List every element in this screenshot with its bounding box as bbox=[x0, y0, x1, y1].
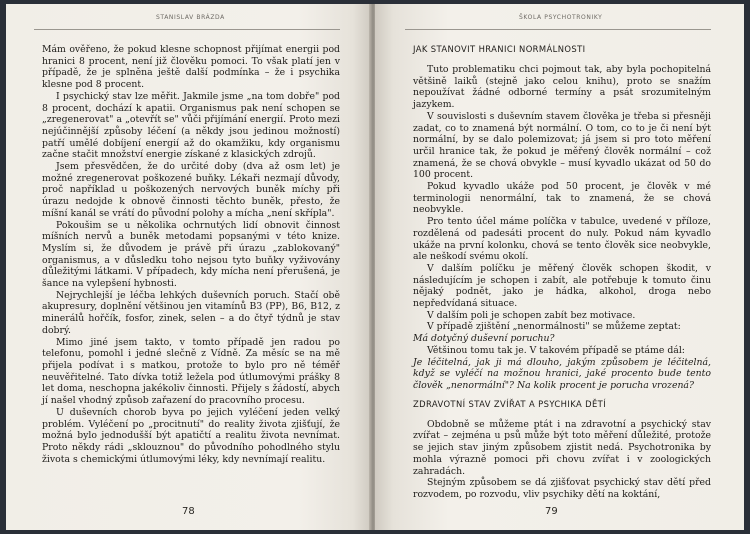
left-page bbox=[6, 4, 371, 530]
paragraph: V souvislosti s duševním stavem člověka je třeba si přesněji zadat, co to znamená být normální. O tom, co to je či není být normální, by se dalo polemizovat; já jsem si pro toto měření určil hranice tak, že pokud je měřený člověk normální – což znamená, že se chová obvykle – musí kyvadlo ukázat od 50 do 100 procent. bbox=[413, 110, 711, 181]
running-head-title: ŠKOLA PSYCHOTRONIKY bbox=[519, 14, 603, 21]
page-number: 78 bbox=[182, 506, 195, 517]
header-rule bbox=[34, 29, 340, 30]
paragraph: Pokoušim se u několika ochrnutých lidí obnovit činnost míšních nervů a buněk metodami popsanými v této knize. Myslím si, že důvodem je právě při úrazu „zablokovaný" organismus, a v důsledku toho nejsou tyto buňky vyživovány důležitými látkami. V případech, kdy mícha není přerušená, je šance na vylepšení hybnosti. bbox=[42, 219, 340, 290]
open-book bbox=[6, 4, 744, 530]
paragraph: Mám ověřeno, že pokud klesne schopnost přijímat energii pod hranici 8 procent, není již člověku pomoci. To však platí jen v případě, že je splněna ještě další podmínka – že i psychika klesne pod 8 procent. bbox=[42, 44, 340, 91]
paragraph: I psychický stav lze měřit. Jakmile jsme „na tom dobře" pod 8 procent, dochází k apatii. Organismus pak není schopen se „zregenerovat" a „otevřít se" vůči přijímání energií. Proto mezi nejúčinnější způsoby léčení (a někdy jsou jedinou možností) patří umělé dobíjení energií až do okamžiku, kdy organismu začne stačit množství energie získané z klasických zdrojů. bbox=[42, 90, 340, 161]
left-body-text bbox=[42, 44, 340, 465]
page-number: 79 bbox=[545, 506, 558, 517]
running-head-author: STANISLAV BRÁZDA bbox=[156, 14, 225, 21]
paragraph: Pokud kyvadlo ukáže pod 50 procent, je člověk v mé terminologii nenormální, tak to znamená, že se chová neobvykle. bbox=[413, 181, 711, 216]
right-body-text bbox=[413, 44, 711, 501]
paragraph: Nejrychlejší je léčba lehkých duševních poruch. Stačí obě akupresury, doplnění většinou jen vitamínů B3 (PP), B6, B12, z minerálů hořčík, fosfor, zinek, selen – a do čtyř týdnů je stav dobrý. bbox=[42, 289, 340, 336]
italic-question: Má dotyčný duševní poruchu? bbox=[413, 333, 555, 345]
paragraph: V dalším poli je schopen zabít bez motivace. bbox=[427, 309, 636, 321]
section-heading: ZDRAVOTNÍ STAV ZVÍŘAT A PSYCHIKA DĚTÍ bbox=[413, 398, 607, 409]
paragraph: Mimo jiné jsem takto, v tomto případě jen radou po telefonu, pomohl i jedné slečně z Vídně. Za měsíc se na mě přijela podívat i s matkou, protože to bylo pro ně téměř neuvěřitelné. Tato dívka totiž ležela pod útlumovými prášky 8 let doma, neschopna jakékoliv činnosti. Přijely s žádostí, abych jí našel vhodný způsob zařazení do pracovního procesu. bbox=[42, 336, 340, 407]
header-rule bbox=[405, 29, 711, 30]
paragraph: Obdobně se můžeme ptát i na zdravotní a psychický stav zvířat – zejména u psů může být toto měření důležité, protože se jejich stav jiným způsobem zjistit nedá. Psychotronika by mohla výrazně pomoci při chovu zvířat i v zoologických zahradách. bbox=[413, 418, 711, 477]
paragraph: Tuto problematiku chci pojmout tak, aby byla pochopitelná většině laiků (stejně jako celou knihu), proto se snažím nepoužívat žádné odborné termíny a psát srozumitelným jazykem. bbox=[413, 64, 711, 111]
paragraph: Stejným způsobem se dá zjišťovat psychický stav dětí před rozvodem, po rozvodu, vliv psychiky dětí na koktání, bbox=[413, 477, 711, 500]
paragraph: Jsem přesvědčen, že do určité doby (dva až osm let) je možné zregenerovat poškozené buňky. Lékaři nezmají důvody, proč například u poškozených nervových buněk míchy při úrazu nedojde k obnově činnosti těchto buněk, přesto, že míšní kanál se vrátí do původní polohy a mícha „není skřípla". bbox=[42, 161, 340, 219]
paragraph: Pro tento účel máme políčka v tabulce, uvedené v příloze, rozdělená od padesáti procent do nuly. Pokud nám kyvadlo ukáže na první kolonku, chová se tento člověk sice neobvykle, ale neškodí svému okolí. bbox=[413, 216, 711, 263]
right-page bbox=[375, 4, 744, 530]
paragraph: Většinou tomu tak je. V takovém případě se ptáme dál: bbox=[427, 344, 685, 356]
italic-question: Je léčitelná, jak ji má dlouho, jakým způsobem je léčitelná, když se vyléčí na možnou hranici, jaké procento bude tento člověk „nenormální"? Na kolik procent je porucha vrozená? bbox=[413, 356, 711, 391]
paragraph: V případě zjištění „nenormálnosti" se můžeme zeptat: bbox=[427, 321, 681, 333]
section-heading: JAK STANOVIT HRANICI NORMÁLNOSTI bbox=[413, 44, 586, 54]
paragraph: V dalším políčku je měřený člověk schopen škodit, v následujícím je schopen i zabít, ale potřebuje k tomuto činu nějaký podnět, jako je hádka, alkohol, droga nebo nepředvídaná situace. bbox=[413, 262, 711, 310]
paragraph: U duševních chorob byva po jejich vyléčení jeden velký problém. Vyléčení po „procitnutí" do reality života zjišťují, že možná bylo jednodušší být apatičtí a realitu života nevnímat. Proto někdy rádi „sklouznou" do původního pohodlného stylu života s chemickými útlumovými léky, kdy nevnímají realitu. bbox=[42, 406, 340, 465]
